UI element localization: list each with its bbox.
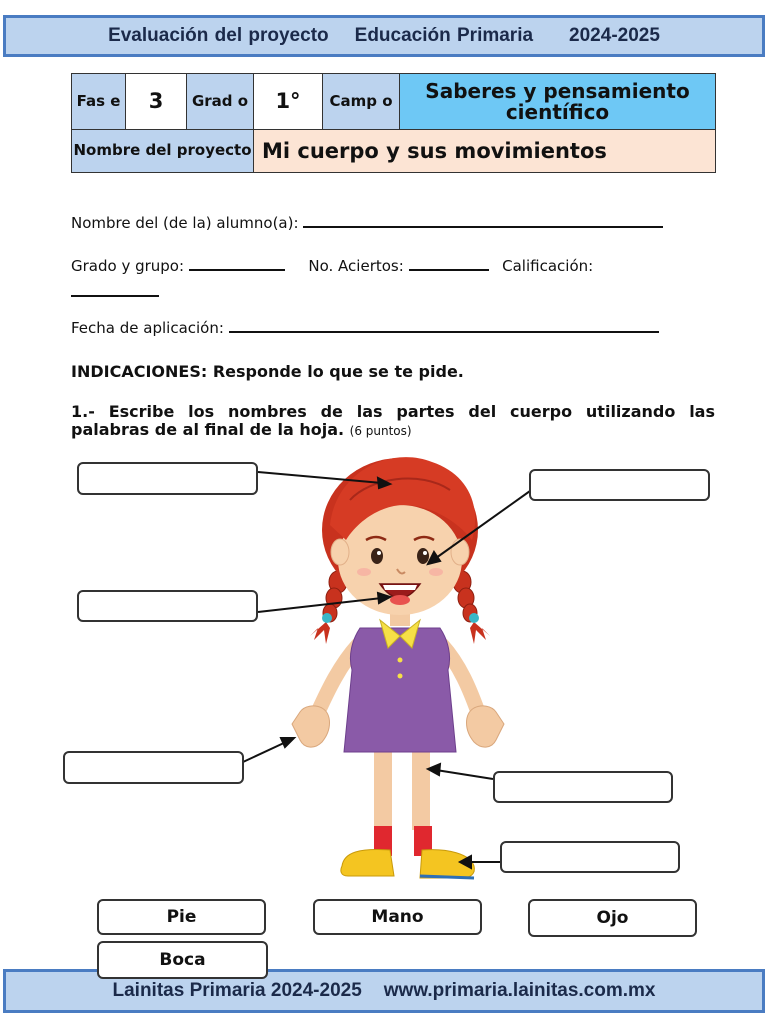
cheek-left [357, 568, 371, 576]
hand-right [467, 706, 505, 747]
ear-right [451, 539, 469, 565]
alumno-label: Nombre del (de la) alumno(a): [71, 214, 299, 232]
campo-value: Saberes y pensamiento científico [400, 74, 716, 130]
aciertos-label: No. Aciertos: [308, 257, 404, 275]
dress-button-2 [398, 674, 403, 679]
header-middle: Educación Primaria [354, 25, 534, 46]
answer-box-mouth[interactable] [77, 590, 258, 622]
word-bank-item: Ojo [528, 899, 697, 937]
fecha-label: Fecha de aplicación: [71, 319, 224, 337]
proyecto-label: Nombre del proyecto [72, 130, 254, 173]
answer-box-hand[interactable] [63, 751, 244, 784]
footer-url[interactable]: www.primaria.lainitas.com.mx [383, 980, 656, 1001]
arrow-leg [436, 770, 493, 779]
word-bank-item: Pie [97, 899, 266, 935]
arrow-hand [243, 742, 286, 762]
eye-left-shine [377, 551, 381, 555]
eye-right [417, 548, 429, 564]
fase-label: Fas e [72, 74, 126, 130]
header-left: Evaluación del proyecto [108, 25, 329, 46]
hair-tie-left [322, 613, 332, 623]
dress [344, 628, 456, 752]
leg-left [374, 752, 392, 830]
grado-value: 1° [254, 74, 323, 130]
eye-right-shine [423, 551, 427, 555]
braid-right-tip [470, 622, 490, 644]
footer-left: Lainitas Primaria 2024-2025 [112, 980, 362, 1001]
eye-left [371, 548, 383, 564]
fase-value: 3 [126, 74, 187, 130]
hair-tie-right [469, 613, 479, 623]
grado-grupo-label: Grado y grupo: [71, 257, 185, 275]
campo-label: Camp o [323, 74, 400, 130]
arrow-hand-head [281, 738, 294, 747]
answer-box-eye[interactable] [529, 469, 710, 501]
leg-right [412, 752, 430, 830]
ear-left [331, 539, 349, 565]
header-year: 2024-2025 [569, 25, 660, 46]
shoe-sole-right [420, 876, 474, 878]
shoe-left [341, 850, 394, 876]
dress-button-1 [398, 658, 403, 663]
answer-box-foot[interactable] [500, 841, 680, 873]
answer-box-hair[interactable] [77, 462, 258, 495]
cheek-right [429, 568, 443, 576]
tongue [390, 595, 410, 605]
hand-left [292, 706, 330, 747]
braid-left-tip [310, 622, 330, 644]
arrow-mouth [258, 598, 382, 612]
word-bank-item: Boca [97, 941, 268, 979]
proyecto-value: Mi cuerpo y sus movimientos [254, 130, 716, 173]
answer-box-leg[interactable] [493, 771, 673, 803]
question-1-text: 1.- Escribe los nombres de las partes del cuerpo utilizando las palabras de al final de la hoja. [71, 402, 715, 440]
grado-label: Grad o [187, 74, 254, 130]
calificacion-label: Calificación: [502, 257, 594, 275]
question-1-points: (6 puntos) [349, 424, 412, 439]
teeth [383, 585, 417, 590]
word-bank-item: Mano [313, 899, 482, 935]
instructions: INDICACIONES: Responde lo que se te pide. [71, 362, 464, 381]
